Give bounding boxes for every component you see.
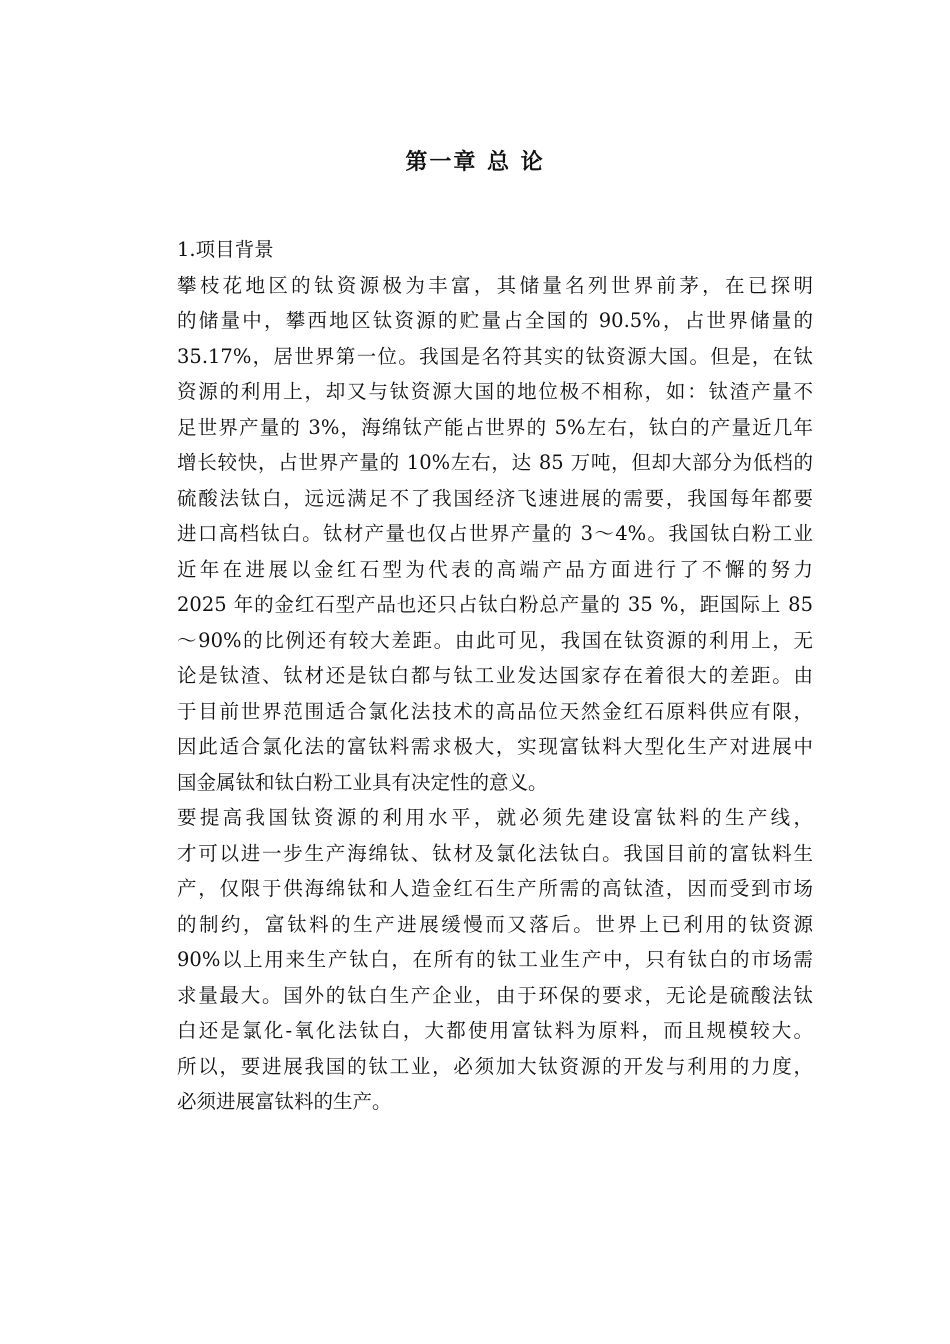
text-line: 国金属钛和钛白粉工业具有决定性的意义。 <box>177 770 548 794</box>
text-line: 要提高我国钛资源的利用水平，就必须先建设富钛料的生产线， <box>177 806 813 829</box>
text-line: 白还是氯化-氧化法钛白，大都使用富钛料为原料，而且规模较大。 <box>177 1019 813 1042</box>
text-line: 进口高档钛白。钛材产量也仅占世界产量的 3～4%。我国钛白粉工业 <box>177 522 813 545</box>
text-line: 产，仅限于供海绵钛和人造金红石生产所需的高钛渣，因而受到市场 <box>177 877 813 900</box>
text-line: 近年在进展以金红石型为代表的高端产品方面进行了不懈的努力 <box>177 557 813 581</box>
text-line: 35.17%，居世界第一位。我国是名符其实的钛资源大国。但是，在钛 <box>177 344 813 368</box>
text-line: ～90%的比例还有较大差距。由此可见，我国在钛资源的利用上，无 <box>177 628 813 652</box>
text-line: 足世界产量的 3%，海绵钛产能占世界的 5%左右，钛白的产量近几年 <box>177 415 813 439</box>
section-heading: 1.项目背景 <box>177 238 274 261</box>
text-line: 于目前世界范围适合氯化法技术的高品位天然金红石原料供应有限， <box>177 699 813 723</box>
body-text <box>137 232 813 1120</box>
text-line: 90%以上用来生产钛白，在所有的钛工业生产中，只有钛白的市场需 <box>177 948 813 971</box>
paragraph-2 <box>137 800 813 1120</box>
paragraph-1 <box>137 268 813 801</box>
text-line: 2025 年的金红石型产品也还只占钛白粉总产量的 35 %，距国际上 85 <box>177 593 813 616</box>
text-line: 增长较快，占世界产量的 10%左右，达 85 万吨，但却大部分为低档的 <box>177 451 813 474</box>
text-line: 所以，要进展我国的钛工业，必须加大钛资源的开发与利用的力度， <box>177 1054 813 1078</box>
text-line: 的制约，富钛料的生产进展缓慢而又落后。世界上已利用的钛资源 <box>177 912 813 936</box>
text-line: 的储量中，攀西地区钛资源的贮量占全国的 90.5%，占世界储量的 <box>177 309 813 332</box>
text-line: 必须进展富钛料的生产。 <box>177 1090 392 1113</box>
chapter-title: 第一章 总 论 <box>405 149 545 175</box>
text-line: 求量最大。国外的钛白生产企业，由于环保的要求，无论是硫酸法钛 <box>177 983 813 1007</box>
text-line: 硫酸法钛白，远远满足不了我国经济飞速进展的需要，我国每年都要 <box>177 486 813 510</box>
text-line: 攀枝花地区的钛资源极为丰富，其储量名列世界前茅，在已探明 <box>177 273 813 297</box>
text-line: 才可以进一步生产海绵钛、钛材及氯化法钛白。我国目前的富钛料生 <box>177 841 813 865</box>
text-line: 论是钛渣、钛材还是钛白都与钛工业发达国家存在着很大的差距。由 <box>177 664 813 687</box>
text-line: 因此适合氯化法的富钛料需求极大，实现富钛料大型化生产对进展中 <box>177 735 813 758</box>
text-line: 资源的利用上，却又与钛资源大国的地位极不相称，如：钛渣产量不 <box>177 380 813 403</box>
